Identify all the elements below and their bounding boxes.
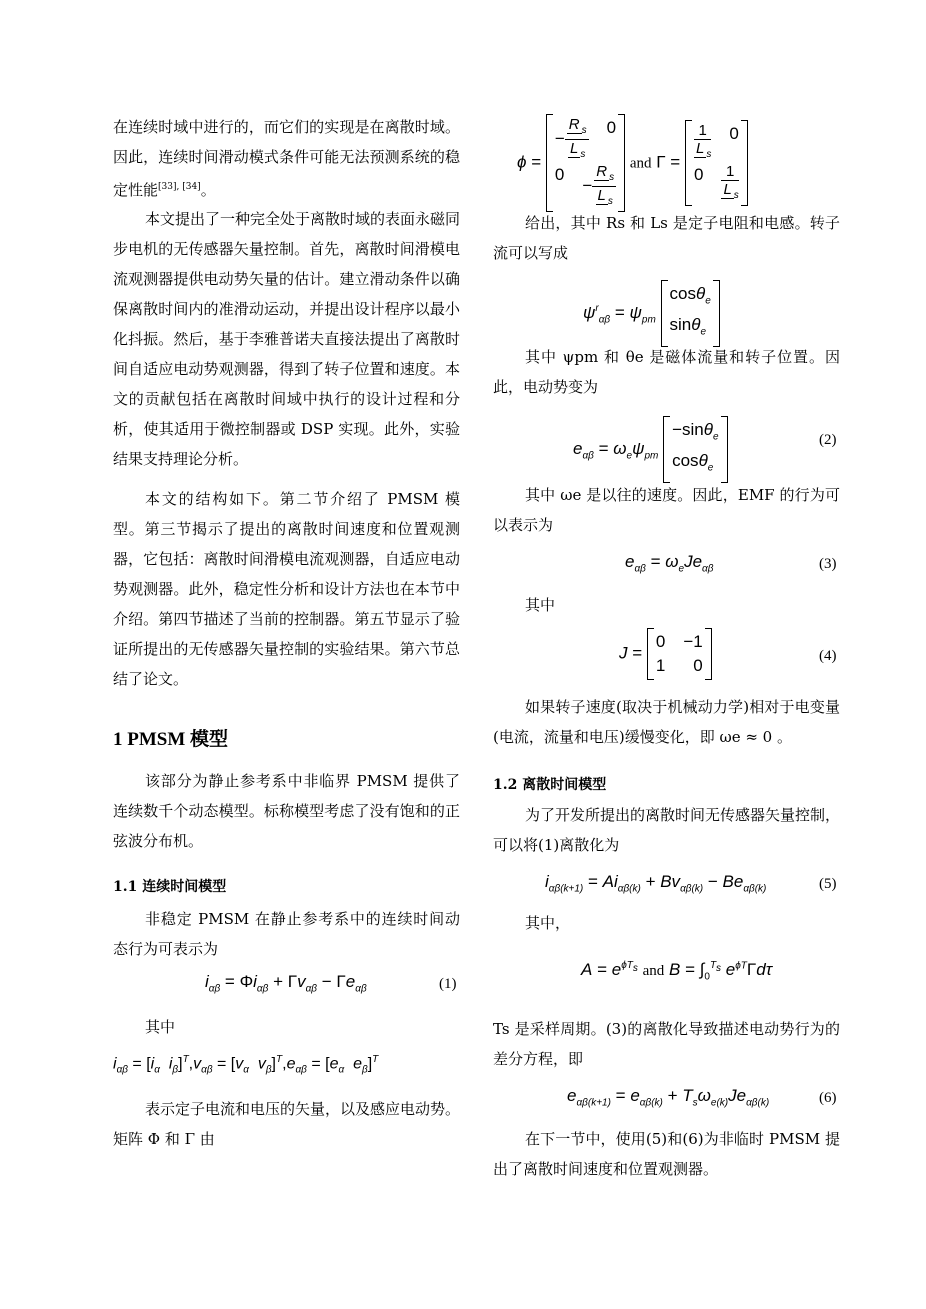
paragraph-continuous-dynamics: 非稳定 PMSM 在静止参考系中的连续时间动态行为可表示为 (113, 910, 460, 958)
equation-number-1: (1) (439, 976, 457, 992)
equation-3: $e_{\alpha\beta} = \omega_eJe_{\alpha\beta}$ (625, 552, 714, 575)
and-word: and (629, 155, 652, 172)
paragraph-contribution: 本文提出了一种完全处于离散时域的表面永磁同步电机的无传感器矢量控制。首先，离散时间滑模电流观测器提供电动势矢量的估计。建立滑动条件以确保离散时间内的准滑动运动，并提出设计程序以最小化抖振。然后，基于李雅普诺夫直接法提出了离散时间自适应电动势观测器，得到了转子位置和速度。本文的贡献包括在离散时间域中执行的设计过程和分析，使其适用于微控制器或 DSP 实现。此外，实验结果支持理论分析。 (113, 210, 461, 468)
equation-number-4: (4) (819, 648, 837, 664)
equation-vectors: $i_{\alpha\beta} = [i_\alpha$ $i_\beta]^T,v_{\alpha\beta} = [v_\alpha$ $v_\beta]^T,e_{\alpha\beta} = [e_\alpha$ $e_\beta]^T$ (113, 1054, 379, 1076)
paragraph-slow-variation: 如果转子速度(取决于机械动力学)相对于电变量(电流，流量和电压)缓慢变化，即 ωe ≈ 0 。 (493, 698, 840, 746)
paragraph-speed: 其中 ωe 是以往的速度。因此，EMF 的行为可以表示为 (493, 486, 840, 534)
equation-5: $i_{\alpha\beta(k+1)} = Ai_{\alpha\beta(k)} + Bv_{\alpha\beta(k)} - Be_{\alpha\beta(k)}$ (545, 872, 767, 895)
equation-a-b: $A = e^{\phi T_s}$ and $B = \int_0^{T_s}$ $e^{\phi T}\Gamma d\tau$ (581, 960, 773, 983)
paragraph-next-section: 在下一节中，使用(5)和(6)为非临时 PMSM 提出了离散时间速度和位置观测器。 (493, 1130, 840, 1178)
subsection-heading-continuous: 1.1 连续时间模型 (113, 879, 227, 895)
paragraph-model-intro: 该部分为静止参考系中非临界 PMSM 提供了连续数千个动态模型。标称模型考虑了没有饱和的正弦波分布机。 (113, 772, 460, 850)
paragraph-given: 给出，其中 Rs 和 Ls 是定子电阻和电感。转子流可以写成 (493, 214, 840, 262)
paragraph-where-2: 其中 (525, 596, 556, 614)
equation-number-2: (2) (819, 432, 837, 448)
equation-2: $e_{\alpha\beta} = \omega_e\psi_{pm}$ −sinθ$_e$ cosθ$_e$ (573, 416, 728, 483)
citation[interactable]: [33], [34] (158, 182, 201, 192)
and-word-2: and (642, 963, 665, 979)
equation-4: J = 0 −1 1 0 (619, 628, 712, 680)
paragraph-vectors-desc: 表示定子电流和电压的矢量，以及感应电动势。矩阵 Φ 和 Γ 由 (113, 1100, 461, 1148)
paragraph-intro-end: 在连续时域中进行的，而它们的实现是在离散时域。因此，连续时间滑动模式条件可能无法预测系统的稳定性能[33], [34]。 (113, 118, 460, 199)
equation-phi-gamma: ϕ = − $\frac{R _s}{L _s}$ 0 0 − $\frac{R _s}{L _s}$ and Γ = $\frac{1}{L _s}$ 0 0 $\frac{1}{L _s}$ (517, 114, 748, 212)
paragraph-flux-desc: 其中 ψpm 和 θe 是磁体流量和转子位置。因此，电动势变为 (493, 348, 840, 396)
subsection-heading-discrete: 1.2 离散时间模型 (493, 777, 607, 793)
paragraph-where: 其中 (145, 1018, 176, 1036)
equation-number-5: (5) (819, 876, 837, 892)
matrix-sin-cos: −sinθ$_e$ cosθ$_e$ (663, 416, 727, 483)
paragraph-structure: 本文的结构如下。第二节介绍了 PMSM 模型。第三节揭示了提出的离散时间速度和位置观测器，它包括：离散时间滑模电流观测器，自适应电动势观测器。此外，稳定性分析和设计方法也在本节中介绍。第四节描述了当前的控制器。第五节显示了验证所提出的无传感器矢量控制的实验结果。第六节总结了论文。 (113, 490, 460, 688)
paragraph-discretize: 为了开发所提出的离散时间无传感器矢量控制，可以将(1)离散化为 (493, 806, 841, 854)
equation-number-3: (3) (819, 556, 837, 572)
matrix-cos-sin: cosθ$_e$ sinθ$_e$ (661, 280, 720, 347)
equation-flux: $\psi^r_{\alpha\beta} = \psi_{pm}$ cosθ$_e$ sinθ$_e$ (583, 280, 720, 347)
equation-1: $i_{\alpha\beta} = \Phi i_{\alpha\beta} + \Gamma v_{\alpha\beta} - \Gamma e_{\alpha\beta}$ (205, 972, 367, 995)
equation-6: $e_{\alpha\beta(k+1)} = e_{\alpha\beta(k)} + T_s\omega_{e(k)}Je_{\alpha\beta(k)}$ (567, 1086, 770, 1109)
matrix-j: 0 −1 1 0 (647, 628, 712, 680)
matrix-phi: − $\frac{R _s}{L _s}$ 0 0 − $\frac{R _s}{L _s}$ (546, 114, 625, 212)
equation-number-6: (6) (819, 1090, 837, 1106)
paragraph-sampling: Ts 是采样周期。(3)的离散化导致描述电动势行为的差分方程，即 (493, 1020, 840, 1068)
section-heading-pmsm-model: 1 PMSM 模型 (113, 729, 229, 750)
matrix-gamma: $\frac{1}{L _s}$ 0 0 $\frac{1}{L _s}$ (685, 120, 748, 206)
paragraph-where-3: 其中， (525, 914, 571, 932)
